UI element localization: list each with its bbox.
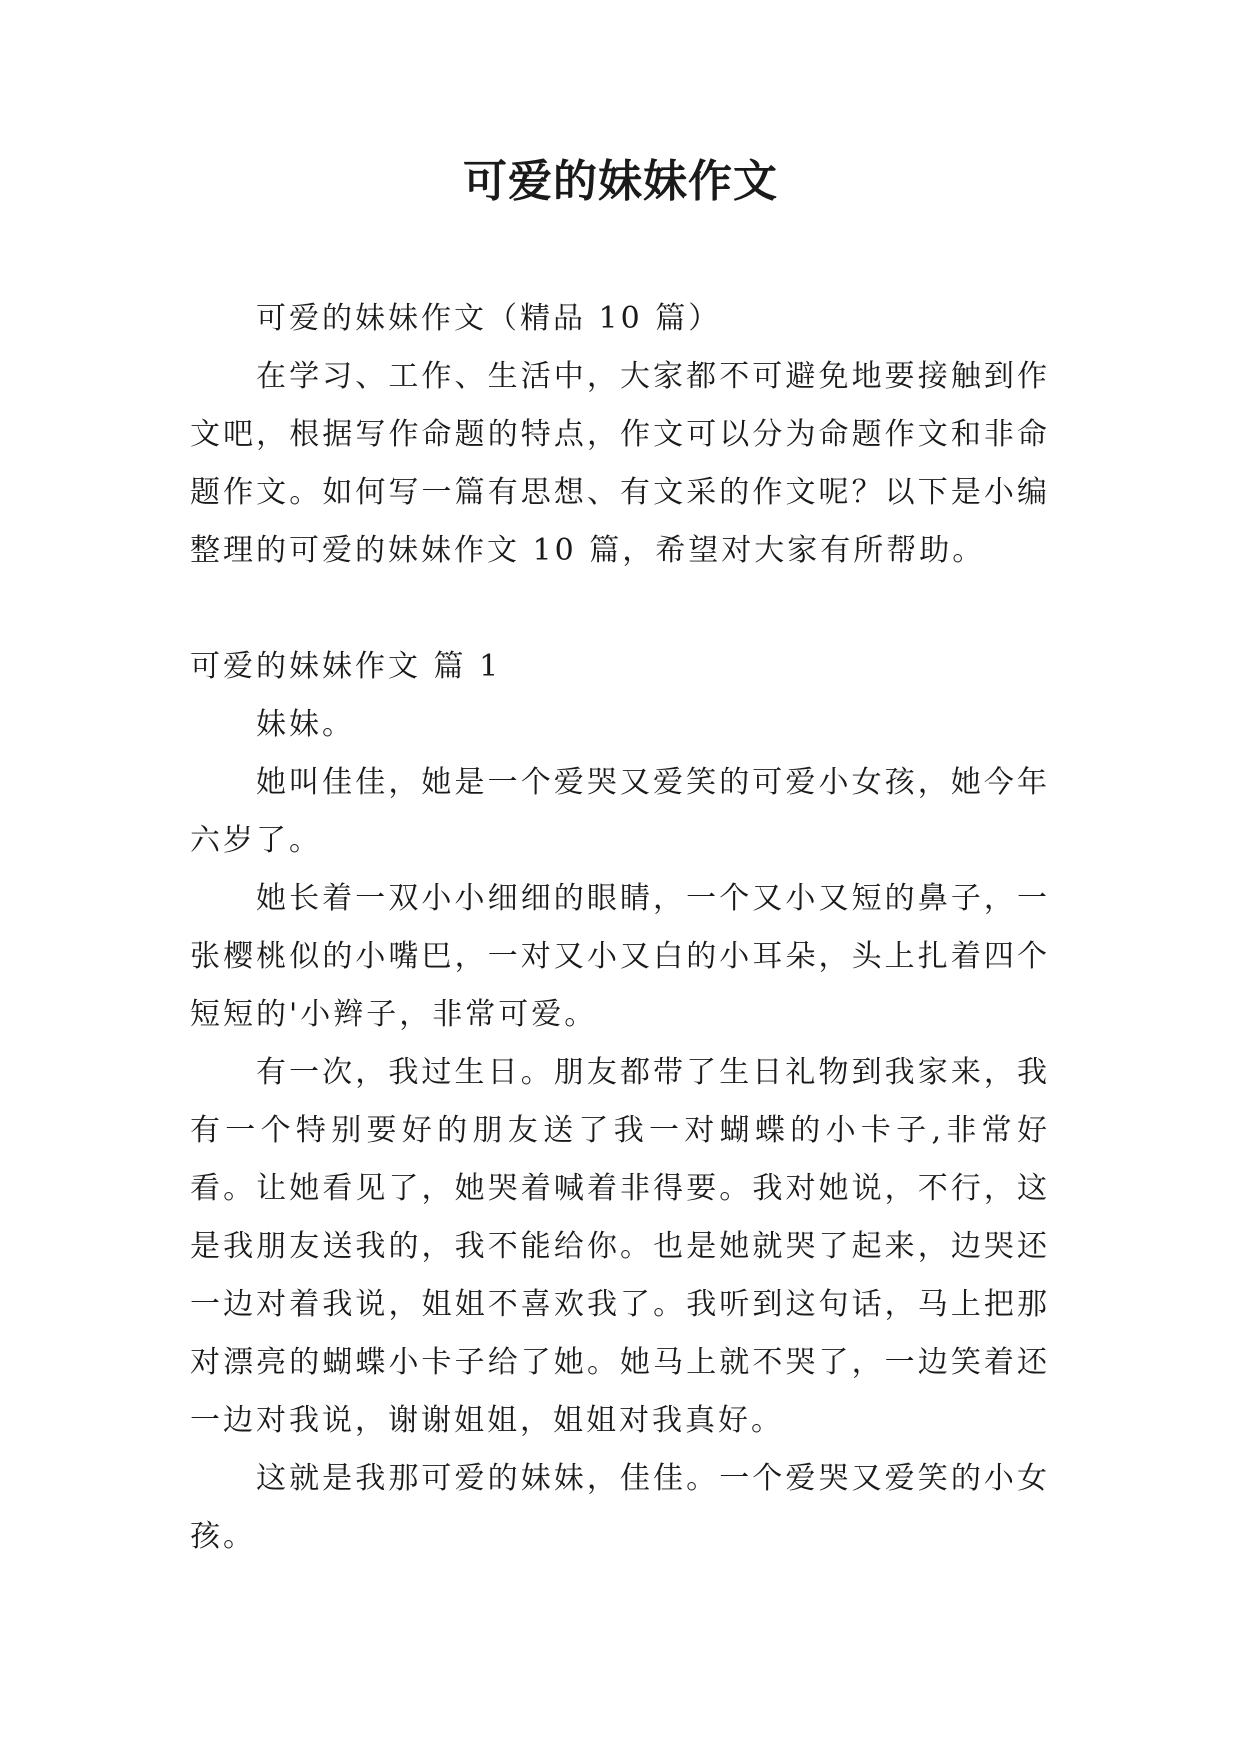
section-heading: 可爱的妹妹作文 篇 1 (190, 649, 502, 684)
essay-paragraph: 她长着一双小小细细的眼睛，一个又小又短的鼻子，一张樱桃似的小嘴巴，一对又小又白的小耳朵，头上扎着四个短短的'小辫子，非常可爱。 (190, 881, 1050, 1032)
essay-paragraph: 这就是我那可爱的妹妹，佳佳。一个爱哭又爱笑的小女孩。 (190, 1461, 1050, 1554)
intro-paragraph: 在学习、工作、生活中，大家都不可避免地要接触到作文吧，根据写作命题的特点，作文可以分为命题作文和非命题作文。如何写一篇有思想、有文采的作文呢？以下是小编整理的可爱的妹妹作文 10 篇，希望对大家有所帮助。 (190, 359, 1050, 568)
essay-paragraph: 有一次，我过生日。朋友都带了生日礼物到我家来，我有一个特别要好的朋友送了我一对蝴蝶的小卡子,非常好看。让她看见了，她哭着喊着非得要。我对她说，不行，这是我朋友送我的，我不能给你。也是她就哭了起来，边哭还一边对着我说，姐姐不喜欢我了。我听到这句话，马上把那对漂亮的蝴蝶小卡子给了她。她马上就不哭了，一边笑着还一边对我说，谢谢姐姐，姐姐对我真好。 (190, 1055, 1050, 1438)
document-subtitle: 可爱的妹妹作文（精品 10 篇） (256, 301, 722, 336)
document-title: 可爱的妹妹作文 (463, 156, 778, 207)
document-body (190, 290, 1050, 1566)
essay-paragraph: 妹妹。 (256, 707, 355, 742)
essay-paragraph: 她叫佳佳，她是一个爱哭又爱笑的可爱小女孩，她今年六岁了。 (190, 765, 1050, 858)
